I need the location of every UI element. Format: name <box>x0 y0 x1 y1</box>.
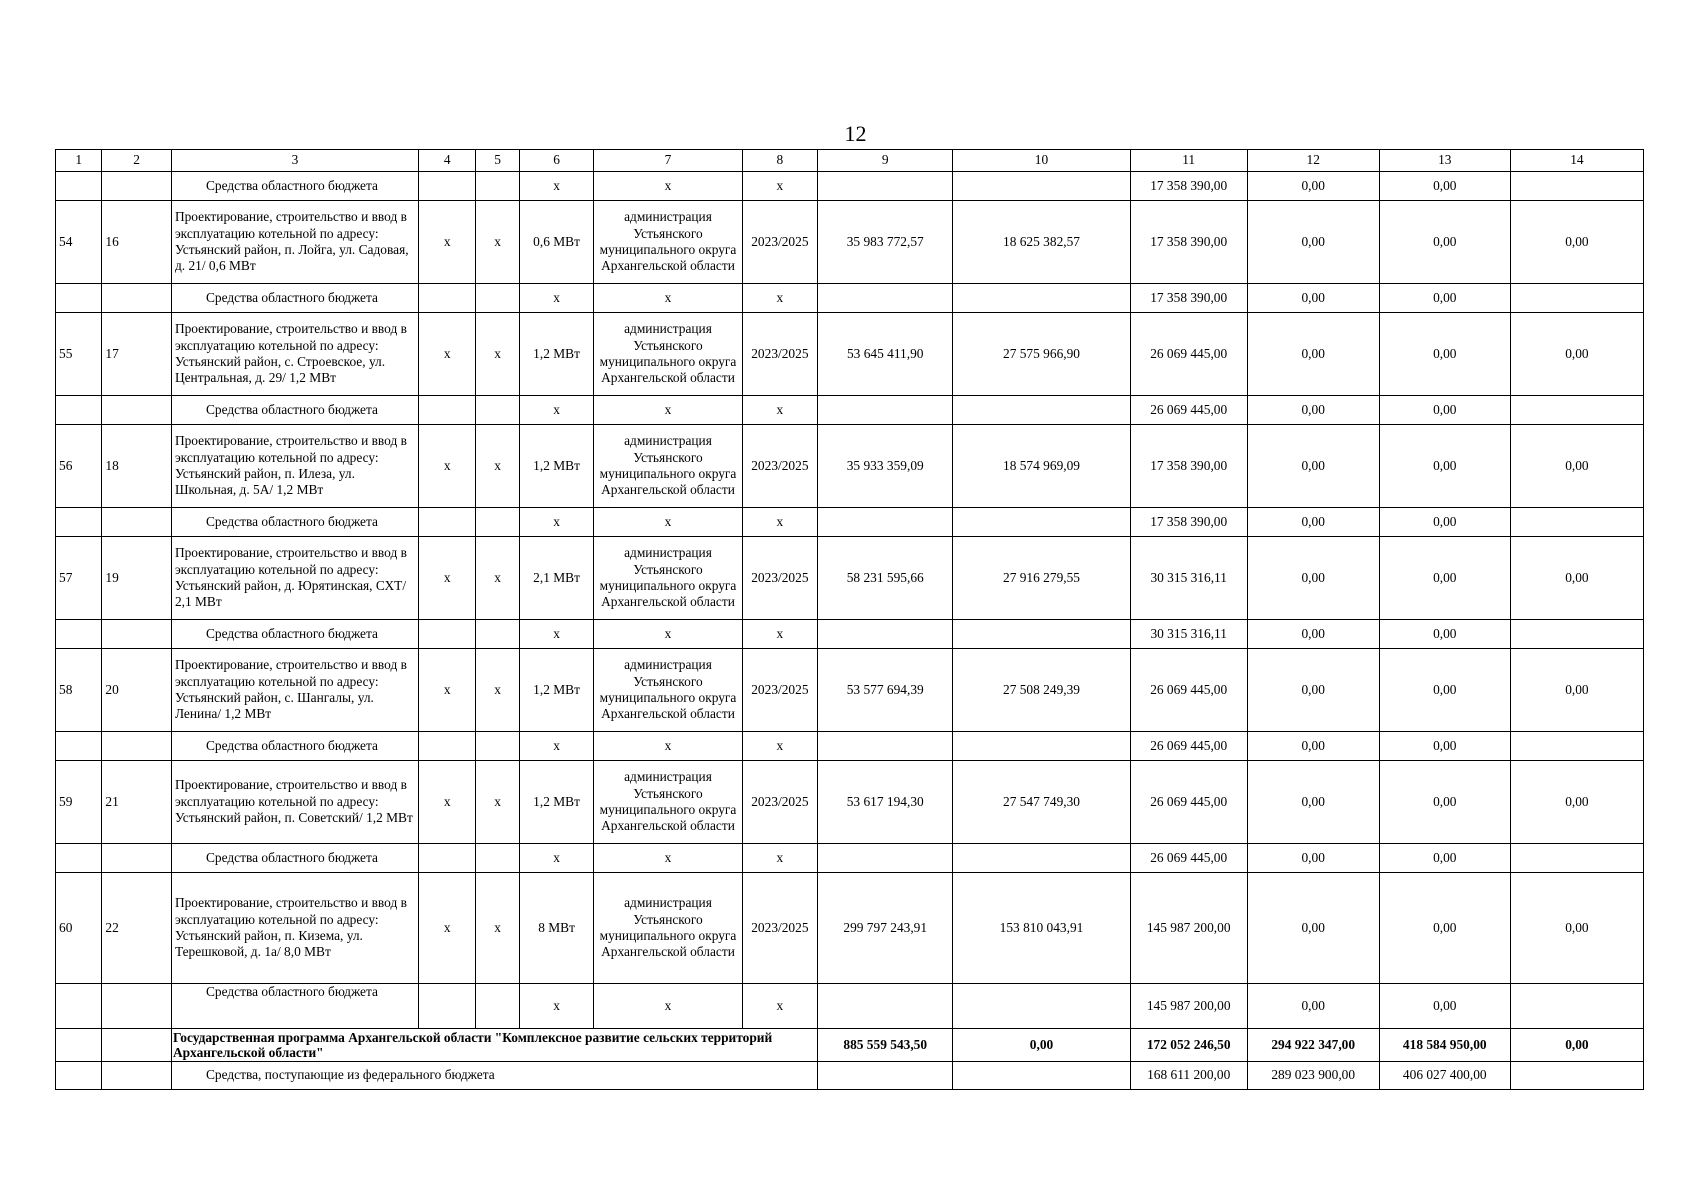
x-mark: х <box>742 172 818 201</box>
empty-cell <box>418 844 475 873</box>
x-mark: х <box>519 396 594 425</box>
x-mark: х <box>519 508 594 537</box>
amount-col12: 0,00 <box>1247 425 1379 508</box>
amount-col10: 27 508 249,39 <box>953 649 1130 732</box>
empty-cell <box>56 1062 102 1090</box>
amount-col10: 27 547 749,30 <box>953 761 1130 844</box>
regional-budget-label: Средства областного бюджета <box>171 396 418 425</box>
empty-cell <box>1510 396 1643 425</box>
project-description: Проектирование, строительство и ввод в эксплуатацию котельной по адресу: Устьянский район, п. Илеза, ул. Школьная, д. 5А/ 1,2 МВт <box>171 425 418 508</box>
project-description: Проектирование, строительство и ввод в эксплуатацию котельной по адресу: Устьянский район, с. Строевское, ул. Центральная, д. 29/ 1,2 МВт <box>171 313 418 396</box>
amount-col14: 0,00 <box>1510 761 1643 844</box>
regional-budget-row <box>56 396 1644 425</box>
amount-col9: 299 797 243,91 <box>818 873 953 984</box>
amount-col12: 0,00 <box>1247 761 1379 844</box>
x-mark: х <box>519 844 594 873</box>
row-number-cell <box>56 396 102 425</box>
amount-col13: 0,00 <box>1379 396 1510 425</box>
x-mark: х <box>476 201 519 284</box>
implementation-period: 2023/2025 <box>742 425 818 508</box>
regional-budget-label: Средства областного бюджета <box>171 172 418 201</box>
empty-cell <box>953 396 1130 425</box>
empty-cell <box>102 1029 172 1062</box>
federal-col13: 406 027 400,00 <box>1379 1062 1510 1090</box>
x-mark: х <box>519 984 594 1029</box>
amount-col13: 0,00 <box>1379 284 1510 313</box>
subrow-number: 20 <box>102 649 172 732</box>
amount-col11: 26 069 445,00 <box>1130 844 1247 873</box>
empty-cell <box>953 844 1130 873</box>
amount-col13: 0,00 <box>1379 620 1510 649</box>
x-mark: х <box>418 873 475 984</box>
responsible-organization: администрация Устьянского муниципального округа Архангельской области <box>594 201 742 284</box>
federal-col12: 289 023 900,00 <box>1247 1062 1379 1090</box>
subrow-number: 17 <box>102 313 172 396</box>
responsible-organization: администрация Устьянского муниципального округа Архангельской области <box>594 649 742 732</box>
subrow-number: 22 <box>102 873 172 984</box>
amount-col14: 0,00 <box>1510 873 1643 984</box>
column-header: 12 <box>1247 150 1379 172</box>
x-mark: х <box>519 620 594 649</box>
column-header: 1 <box>56 150 102 172</box>
regional-budget-row <box>56 508 1644 537</box>
empty-cell <box>418 172 475 201</box>
amount-col9: 53 617 194,30 <box>818 761 953 844</box>
project-description: Проектирование, строительство и ввод в эксплуатацию котельной по адресу: Устьянский район, с. Шангалы, ул. Ленина/ 1,2 МВт <box>171 649 418 732</box>
empty-cell <box>418 284 475 313</box>
x-mark: х <box>418 761 475 844</box>
federal-budget-label: Средства, поступающие из федерального бюджета <box>171 1062 817 1090</box>
project-description: Проектирование, строительство и ввод в эксплуатацию котельной по адресу: Устьянский район, д. Юрятинская, СХТ/ 2,1 МВт <box>171 537 418 620</box>
row-number: 58 <box>56 649 102 732</box>
row-number-cell <box>56 172 102 201</box>
empty-cell <box>476 508 519 537</box>
empty-cell <box>818 172 953 201</box>
implementation-period: 2023/2025 <box>742 201 818 284</box>
amount-col13: 0,00 <box>1379 649 1510 732</box>
subrow-number-cell <box>102 284 172 313</box>
empty-cell <box>476 984 519 1029</box>
responsible-organization: администрация Устьянского муниципального округа Архангельской области <box>594 761 742 844</box>
project-row <box>56 761 1644 844</box>
empty-cell <box>818 284 953 313</box>
x-mark: х <box>519 172 594 201</box>
project-description: Проектирование, строительство и ввод в эксплуатацию котельной по адресу: Устьянский район, п. Лойга, ул. Садовая, д. 21/ 0,6 МВт <box>171 201 418 284</box>
amount-col13: 0,00 <box>1379 508 1510 537</box>
row-number: 56 <box>56 425 102 508</box>
x-mark: х <box>594 732 742 761</box>
amount-col14: 0,00 <box>1510 425 1643 508</box>
amount-col12: 0,00 <box>1247 396 1379 425</box>
x-mark: х <box>476 873 519 984</box>
amount-col13: 0,00 <box>1379 201 1510 284</box>
x-mark: х <box>742 732 818 761</box>
x-mark: х <box>594 620 742 649</box>
project-row <box>56 425 1644 508</box>
x-mark: х <box>418 649 475 732</box>
x-mark: х <box>594 844 742 873</box>
x-mark: х <box>519 284 594 313</box>
x-mark: х <box>742 284 818 313</box>
power-capacity: 1,2 МВт <box>519 649 594 732</box>
x-mark: х <box>594 508 742 537</box>
amount-col13: 0,00 <box>1379 873 1510 984</box>
row-number: 54 <box>56 201 102 284</box>
row-number-cell <box>56 620 102 649</box>
amount-col11: 17 358 390,00 <box>1130 172 1247 201</box>
amount-col11: 145 987 200,00 <box>1130 984 1247 1029</box>
amount-col11: 145 987 200,00 <box>1130 873 1247 984</box>
amount-col14: 0,00 <box>1510 649 1643 732</box>
empty-cell <box>476 732 519 761</box>
amount-col10: 27 916 279,55 <box>953 537 1130 620</box>
power-capacity: 0,6 МВт <box>519 201 594 284</box>
empty-cell <box>418 508 475 537</box>
empty-cell <box>953 1062 1130 1090</box>
subrow-number: 19 <box>102 537 172 620</box>
amount-col13: 0,00 <box>1379 425 1510 508</box>
empty-cell <box>476 620 519 649</box>
empty-cell <box>418 984 475 1029</box>
empty-cell <box>418 620 475 649</box>
regional-budget-row <box>56 984 1644 1029</box>
x-mark: х <box>594 396 742 425</box>
x-mark: х <box>742 620 818 649</box>
total-col13: 418 584 950,00 <box>1379 1029 1510 1062</box>
program-title: Государственная программа Архангельской области "Комплексное развитие сельских территорий Архангельской области" <box>171 1029 817 1062</box>
x-mark: х <box>519 732 594 761</box>
amount-col11: 17 358 390,00 <box>1130 425 1247 508</box>
column-header: 7 <box>594 150 742 172</box>
amount-col12: 0,00 <box>1247 172 1379 201</box>
total-col12: 294 922 347,00 <box>1247 1029 1379 1062</box>
power-capacity: 1,2 МВт <box>519 425 594 508</box>
header-row <box>56 150 1644 172</box>
empty-cell <box>953 984 1130 1029</box>
row-number-cell <box>56 984 102 1029</box>
amount-col12: 0,00 <box>1247 732 1379 761</box>
amount-col12: 0,00 <box>1247 844 1379 873</box>
amount-col10: 27 575 966,90 <box>953 313 1130 396</box>
project-row <box>56 537 1644 620</box>
amount-col10: 153 810 043,91 <box>953 873 1130 984</box>
implementation-period: 2023/2025 <box>742 537 818 620</box>
row-number-cell <box>56 732 102 761</box>
row-number: 55 <box>56 313 102 396</box>
power-capacity: 1,2 МВт <box>519 313 594 396</box>
empty-cell <box>476 844 519 873</box>
responsible-organization: администрация Устьянского муниципального округа Архангельской области <box>594 537 742 620</box>
empty-cell <box>418 396 475 425</box>
project-description: Проектирование, строительство и ввод в эксплуатацию котельной по адресу: Устьянский район, п. Советский/ 1,2 МВт <box>171 761 418 844</box>
amount-col14: 0,00 <box>1510 201 1643 284</box>
column-header: 8 <box>742 150 818 172</box>
empty-cell <box>476 284 519 313</box>
subrow-number-cell <box>102 620 172 649</box>
amount-col11: 26 069 445,00 <box>1130 761 1247 844</box>
total-col10: 0,00 <box>953 1029 1130 1062</box>
empty-cell <box>818 620 953 649</box>
empty-cell <box>1510 1062 1643 1090</box>
empty-cell <box>476 396 519 425</box>
amount-col11: 26 069 445,00 <box>1130 313 1247 396</box>
amount-col13: 0,00 <box>1379 984 1510 1029</box>
empty-cell <box>1510 172 1643 201</box>
subrow-number-cell <box>102 844 172 873</box>
amount-col14: 0,00 <box>1510 313 1643 396</box>
empty-cell <box>1510 984 1643 1029</box>
amount-col11: 26 069 445,00 <box>1130 649 1247 732</box>
row-number-cell <box>56 284 102 313</box>
regional-budget-label: Средства областного бюджета <box>171 844 418 873</box>
regional-budget-row <box>56 732 1644 761</box>
regional-budget-row <box>56 844 1644 873</box>
empty-cell <box>418 732 475 761</box>
implementation-period: 2023/2025 <box>742 761 818 844</box>
empty-cell <box>476 172 519 201</box>
column-header: 10 <box>953 150 1130 172</box>
amount-col9: 53 645 411,90 <box>818 313 953 396</box>
subrow-number-cell <box>102 732 172 761</box>
responsible-organization: администрация Устьянского муниципального округа Архангельской области <box>594 425 742 508</box>
x-mark: х <box>742 844 818 873</box>
column-header: 5 <box>476 150 519 172</box>
amount-col9: 35 983 772,57 <box>818 201 953 284</box>
empty-cell <box>818 732 953 761</box>
x-mark: х <box>594 284 742 313</box>
amount-col9: 58 231 595,66 <box>818 537 953 620</box>
responsible-organization: администрация Устьянского муниципального округа Архангельской области <box>594 873 742 984</box>
row-number: 57 <box>56 537 102 620</box>
x-mark: х <box>418 537 475 620</box>
x-mark: х <box>418 313 475 396</box>
row-number-cell <box>56 508 102 537</box>
empty-cell <box>953 620 1130 649</box>
empty-cell <box>102 1062 172 1090</box>
amount-col12: 0,00 <box>1247 620 1379 649</box>
empty-cell <box>1510 284 1643 313</box>
empty-cell <box>1510 732 1643 761</box>
x-mark: х <box>476 761 519 844</box>
empty-cell <box>953 172 1130 201</box>
subrow-number: 16 <box>102 201 172 284</box>
x-mark: х <box>476 313 519 396</box>
implementation-period: 2023/2025 <box>742 649 818 732</box>
amount-col12: 0,00 <box>1247 313 1379 396</box>
empty-cell <box>818 396 953 425</box>
column-header: 2 <box>102 150 172 172</box>
x-mark: х <box>594 984 742 1029</box>
amount-col13: 0,00 <box>1379 732 1510 761</box>
amount-col12: 0,00 <box>1247 201 1379 284</box>
page-number: 12 <box>844 121 867 146</box>
total-col11: 172 052 246,50 <box>1130 1029 1247 1062</box>
project-row <box>56 201 1644 284</box>
x-mark: х <box>418 201 475 284</box>
amount-col13: 0,00 <box>1379 844 1510 873</box>
empty-cell <box>953 284 1130 313</box>
empty-cell <box>818 508 953 537</box>
column-header: 9 <box>818 150 953 172</box>
budget-table <box>55 149 1644 1090</box>
x-mark: х <box>742 396 818 425</box>
federal-budget-row <box>56 1062 1644 1090</box>
project-row <box>56 873 1644 984</box>
program-total-row <box>56 1029 1644 1062</box>
x-mark: х <box>476 537 519 620</box>
regional-budget-label: Средства областного бюджета <box>171 284 418 313</box>
subrow-number-cell <box>102 984 172 1029</box>
empty-cell <box>1510 508 1643 537</box>
implementation-period: 2023/2025 <box>742 873 818 984</box>
regional-budget-row <box>56 620 1644 649</box>
amount-col11: 30 315 316,11 <box>1130 620 1247 649</box>
amount-col13: 0,00 <box>1379 313 1510 396</box>
x-mark: х <box>742 508 818 537</box>
regional-budget-label: Средства областного бюджета <box>171 508 418 537</box>
column-header: 14 <box>1510 150 1643 172</box>
empty-cell <box>818 844 953 873</box>
x-mark: х <box>594 172 742 201</box>
amount-col12: 0,00 <box>1247 649 1379 732</box>
regional-budget-row <box>56 172 1644 201</box>
amount-col9: 35 933 359,09 <box>818 425 953 508</box>
empty-cell <box>1510 620 1643 649</box>
project-row <box>56 313 1644 396</box>
power-capacity: 1,2 МВт <box>519 761 594 844</box>
x-mark: х <box>476 649 519 732</box>
row-number: 60 <box>56 873 102 984</box>
power-capacity: 8 МВт <box>519 873 594 984</box>
subrow-number: 21 <box>102 761 172 844</box>
amount-col11: 17 358 390,00 <box>1130 284 1247 313</box>
amount-col13: 0,00 <box>1379 761 1510 844</box>
amount-col9: 53 577 694,39 <box>818 649 953 732</box>
row-number-cell <box>56 844 102 873</box>
implementation-period: 2023/2025 <box>742 313 818 396</box>
regional-budget-label: Средства областного бюджета <box>171 732 418 761</box>
subrow-number: 18 <box>102 425 172 508</box>
column-header: 4 <box>418 150 475 172</box>
column-header: 3 <box>171 150 418 172</box>
amount-col12: 0,00 <box>1247 284 1379 313</box>
amount-col10: 18 625 382,57 <box>953 201 1130 284</box>
project-description: Проектирование, строительство и ввод в эксплуатацию котельной по адресу: Устьянский район, п. Кизема, ул. Терешковой, д. 1а/ 8,0 МВт <box>171 873 418 984</box>
amount-col14: 0,00 <box>1510 537 1643 620</box>
empty-cell <box>818 1062 953 1090</box>
total-col9: 885 559 543,50 <box>818 1029 953 1062</box>
row-number: 59 <box>56 761 102 844</box>
federal-col11: 168 611 200,00 <box>1130 1062 1247 1090</box>
regional-budget-row <box>56 284 1644 313</box>
column-header: 11 <box>1130 150 1247 172</box>
responsible-organization: администрация Устьянского муниципального округа Архангельской области <box>594 313 742 396</box>
amount-col11: 26 069 445,00 <box>1130 396 1247 425</box>
total-col14: 0,00 <box>1510 1029 1643 1062</box>
regional-budget-label: Средства областного бюджета <box>171 984 418 1029</box>
subrow-number-cell <box>102 172 172 201</box>
x-mark: х <box>418 425 475 508</box>
amount-col10: 18 574 969,09 <box>953 425 1130 508</box>
regional-budget-label: Средства областного бюджета <box>171 620 418 649</box>
subrow-number-cell <box>102 396 172 425</box>
amount-col11: 26 069 445,00 <box>1130 732 1247 761</box>
empty-cell <box>56 1029 102 1062</box>
amount-col13: 0,00 <box>1379 172 1510 201</box>
power-capacity: 2,1 МВт <box>519 537 594 620</box>
empty-cell <box>953 732 1130 761</box>
amount-col11: 17 358 390,00 <box>1130 201 1247 284</box>
empty-cell <box>953 508 1130 537</box>
x-mark: х <box>742 984 818 1029</box>
x-mark: х <box>476 425 519 508</box>
empty-cell <box>1510 844 1643 873</box>
subrow-number-cell <box>102 508 172 537</box>
amount-col11: 30 315 316,11 <box>1130 537 1247 620</box>
amount-col12: 0,00 <box>1247 537 1379 620</box>
empty-cell <box>818 984 953 1029</box>
amount-col13: 0,00 <box>1379 537 1510 620</box>
project-row <box>56 649 1644 732</box>
amount-col12: 0,00 <box>1247 984 1379 1029</box>
amount-col12: 0,00 <box>1247 508 1379 537</box>
column-header: 13 <box>1379 150 1510 172</box>
amount-col12: 0,00 <box>1247 873 1379 984</box>
amount-col11: 17 358 390,00 <box>1130 508 1247 537</box>
column-header: 6 <box>519 150 594 172</box>
